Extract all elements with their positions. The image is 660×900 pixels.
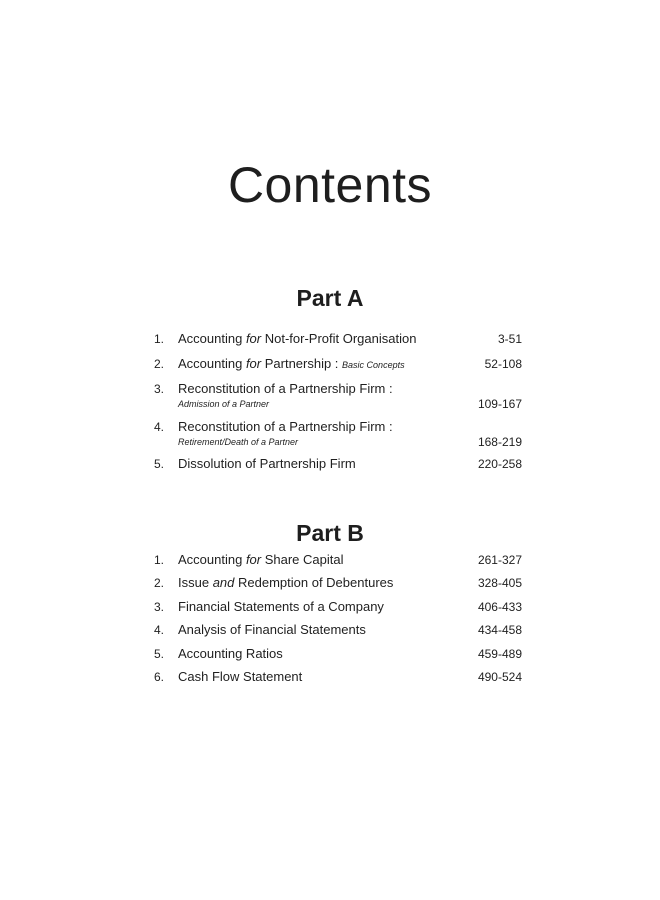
entry-number: 4. [154,623,165,638]
entry-number: 4. [154,420,165,434]
toc-entry[interactable] [154,330,522,355]
entry-number: 1. [154,332,165,346]
part-b-heading: Part B [296,520,364,546]
entry-title: Accounting for Partnership : Basic Concepts [178,356,405,371]
entry-pages: 168-219 [477,435,522,449]
entry-number: 1. [154,553,165,567]
entry-title: Accounting Ratios [178,645,283,661]
entry-number: 6. [154,669,165,684]
toc-entry[interactable] [154,418,522,455]
entry-number: 3. [154,382,165,396]
entry-pages: 490-524 [477,669,522,684]
entry-pages: 459-489 [477,646,522,661]
entry-title-note: Basic Concepts [342,360,405,370]
entry-title: Issue and Redemption of Debentures [178,575,394,591]
entry-pages: 52-108 [484,357,522,371]
entry-number: 2. [154,576,165,591]
toc-entry[interactable] [154,455,522,480]
toc-entry[interactable] [154,380,522,418]
entry-title: Reconstitution of a Partnership Firm : [178,419,393,434]
entry-title: Analysis of Financial Statements [178,622,366,638]
entry-title: Accounting for Not-for-Profit Organisation [178,331,417,346]
toc-entry[interactable] [154,574,522,597]
part-a-heading: Part A [296,285,364,311]
entry-number: 5. [154,646,165,661]
entry-pages: 220-258 [477,457,522,471]
entry-subtitle: Admission of a Partner [178,399,270,409]
entry-pages: 434-458 [477,623,522,638]
entry-title: Accounting for Share Capital [178,552,344,567]
part-b-contents-list [154,551,522,691]
entry-pages: 3-51 [497,332,522,346]
toc-entry[interactable] [154,621,522,644]
entry-title: Reconstitution of a Partnership Firm : [178,381,393,396]
toc-entry[interactable] [154,668,522,691]
toc-entry[interactable] [154,551,522,574]
entry-number: 5. [154,457,165,471]
part-a-contents-list [154,330,522,480]
entry-pages: 328-405 [477,576,522,591]
page-title: Contents [227,157,433,213]
entry-pages: 406-433 [477,599,522,614]
entry-title: Financial Statements of a Company [178,598,384,614]
toc-entry[interactable] [154,645,522,668]
entry-number: 2. [154,357,165,371]
entry-title: Dissolution of Partnership Firm [178,456,356,471]
entry-pages: 109-167 [477,397,522,411]
entry-number: 3. [154,599,165,614]
toc-entry[interactable] [154,355,522,380]
entry-title: Cash Flow Statement [178,668,303,684]
entry-pages: 261-327 [477,553,522,567]
toc-entry[interactable] [154,598,522,621]
entry-subtitle: Retirement/Death of a Partner [178,437,299,447]
